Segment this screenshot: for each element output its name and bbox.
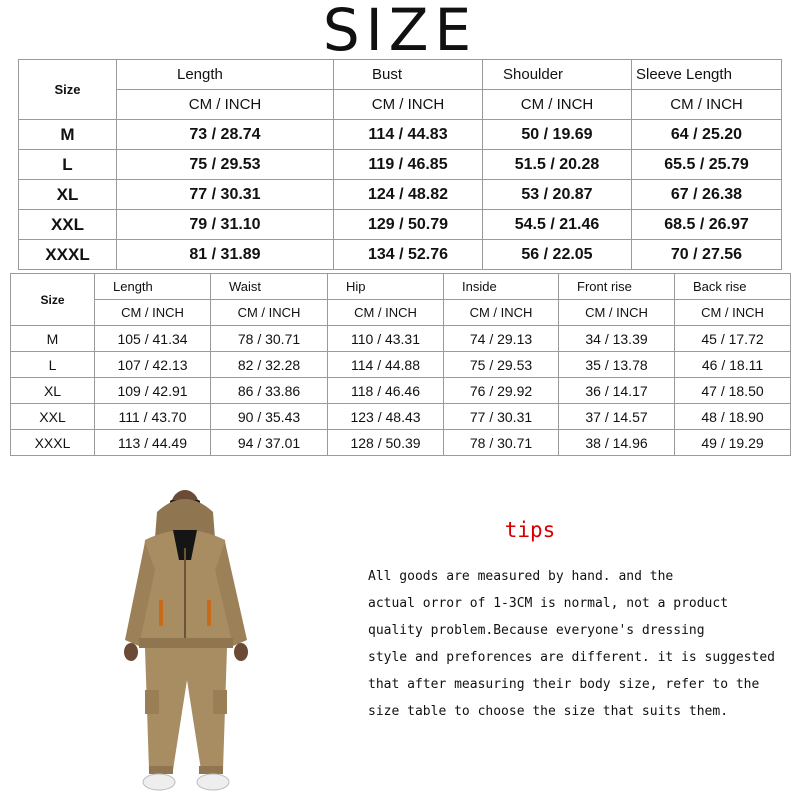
table-cell: 77 / 30.31 — [444, 404, 559, 430]
table-cell: 75 / 29.53 — [444, 352, 559, 378]
table-cell: 109 / 42.91 — [95, 378, 211, 404]
top-header-shoulder: Shoulder — [483, 60, 632, 90]
size-label: XXL — [11, 404, 95, 430]
tips-line: quality problem.Because everyone's dressing — [368, 623, 705, 638]
table-cell: 118 / 46.46 — [328, 378, 444, 404]
table-cell: 45 / 17.72 — [675, 326, 791, 352]
top-size-table — [18, 59, 782, 270]
table-cell: 38 / 14.96 — [559, 430, 675, 456]
table-cell: 34 / 13.39 — [559, 326, 675, 352]
bottom-unit: CM / INCH — [559, 300, 675, 326]
table-cell: 123 / 48.43 — [328, 404, 444, 430]
size-label: XXXL — [11, 430, 95, 456]
table-cell: 129 / 50.79 — [334, 210, 483, 240]
size-label: XL — [11, 378, 95, 404]
sneaker-left — [143, 774, 175, 790]
table-row — [11, 404, 791, 430]
top-header-length: Length — [117, 60, 334, 90]
bottom-table-corner: Size — [11, 274, 95, 326]
cuff-left — [149, 766, 173, 774]
cargo-pocket-left — [145, 690, 159, 714]
bottom-unit: CM / INCH — [211, 300, 328, 326]
top-table-unit-row — [19, 90, 782, 120]
bottom-size-table — [10, 273, 791, 456]
top-unit: CM / INCH — [632, 90, 782, 120]
table-cell: 119 / 46.85 — [334, 150, 483, 180]
model-right-hand — [234, 643, 248, 661]
table-row — [11, 352, 791, 378]
table-cell: 75 / 29.53 — [117, 150, 334, 180]
table-row — [19, 180, 782, 210]
table-cell: 37 / 14.57 — [559, 404, 675, 430]
table-cell: 94 / 37.01 — [211, 430, 328, 456]
tips-line: that after measuring their body size, refer to the — [368, 677, 760, 692]
tips-line: All goods are measured by hand. and the — [368, 569, 674, 584]
bottom-unit: CM / INCH — [675, 300, 791, 326]
table-cell: 47 / 18.50 — [675, 378, 791, 404]
size-label: L — [19, 150, 117, 180]
table-cell: 86 / 33.86 — [211, 378, 328, 404]
table-cell: 90 / 35.43 — [211, 404, 328, 430]
table-cell: 53 / 20.87 — [483, 180, 632, 210]
model-left-hand — [124, 643, 138, 661]
bottom-header-waist: Waist — [211, 274, 328, 300]
product-photo-tracksuit — [115, 490, 255, 795]
table-cell: 46 / 18.11 — [675, 352, 791, 378]
table-cell: 110 / 43.31 — [328, 326, 444, 352]
table-cell: 124 / 48.82 — [334, 180, 483, 210]
pocket-zip-left — [159, 600, 163, 626]
table-cell: 111 / 43.70 — [95, 404, 211, 430]
bottom-table-unit-row — [11, 300, 791, 326]
bottom-header-back-rise: Back rise — [675, 274, 791, 300]
table-cell: 70 / 27.56 — [632, 240, 782, 270]
table-cell: 81 / 31.89 — [117, 240, 334, 270]
bottom-header-inside: Inside — [444, 274, 559, 300]
top-table-header-row — [19, 60, 782, 90]
top-table-corner: Size — [19, 60, 117, 120]
cargo-pocket-right — [213, 690, 227, 714]
bottom-unit: CM / INCH — [328, 300, 444, 326]
tips-title: tips — [504, 518, 556, 542]
table-cell: 67 / 26.38 — [632, 180, 782, 210]
table-cell: 49 / 19.29 — [675, 430, 791, 456]
table-cell: 36 / 14.17 — [559, 378, 675, 404]
sneaker-right — [197, 774, 229, 790]
table-row — [11, 430, 791, 456]
page-title: SIZE — [322, 0, 478, 64]
bottom-unit: CM / INCH — [444, 300, 559, 326]
top-header-bust: Bust — [334, 60, 483, 90]
table-cell: 128 / 50.39 — [328, 430, 444, 456]
table-cell: 51.5 / 20.28 — [483, 150, 632, 180]
table-cell: 113 / 44.49 — [95, 430, 211, 456]
table-cell: 107 / 42.13 — [95, 352, 211, 378]
table-cell: 65.5 / 25.79 — [632, 150, 782, 180]
table-cell: 82 / 32.28 — [211, 352, 328, 378]
size-label: L — [11, 352, 95, 378]
table-cell: 54.5 / 21.46 — [483, 210, 632, 240]
table-cell: 105 / 41.34 — [95, 326, 211, 352]
table-row — [11, 326, 791, 352]
table-cell: 74 / 29.13 — [444, 326, 559, 352]
table-cell: 76 / 29.92 — [444, 378, 559, 404]
size-label: XXL — [19, 210, 117, 240]
top-unit: CM / INCH — [483, 90, 632, 120]
tips-line: size table to choose the size that suits them. — [368, 704, 729, 719]
size-label: XL — [19, 180, 117, 210]
table-cell: 79 / 31.10 — [117, 210, 334, 240]
size-label: M — [19, 120, 117, 150]
table-cell: 114 / 44.88 — [328, 352, 444, 378]
bottom-table-header-row — [11, 274, 791, 300]
top-unit: CM / INCH — [117, 90, 334, 120]
bottom-header-hip: Hip — [328, 274, 444, 300]
table-cell: 35 / 13.78 — [559, 352, 675, 378]
table-row — [19, 120, 782, 150]
table-row — [19, 150, 782, 180]
top-header-sleeve-length: Sleeve Length — [632, 60, 782, 90]
table-cell: 134 / 52.76 — [334, 240, 483, 270]
top-unit: CM / INCH — [334, 90, 483, 120]
size-label: M — [11, 326, 95, 352]
size-label: XXXL — [19, 240, 117, 270]
table-cell: 114 / 44.83 — [334, 120, 483, 150]
table-cell: 77 / 30.31 — [117, 180, 334, 210]
pocket-zip-right — [207, 600, 211, 626]
table-cell: 73 / 28.74 — [117, 120, 334, 150]
table-cell: 48 / 18.90 — [675, 404, 791, 430]
table-cell: 68.5 / 26.97 — [632, 210, 782, 240]
table-cell: 64 / 25.20 — [632, 120, 782, 150]
bottom-header-length: Length — [95, 274, 211, 300]
bottom-header-front-rise: Front rise — [559, 274, 675, 300]
table-cell: 78 / 30.71 — [444, 430, 559, 456]
table-row — [19, 210, 782, 240]
tips-line: style and preforences are different. it is suggested — [368, 650, 775, 665]
table-row — [19, 240, 782, 270]
table-cell: 56 / 22.05 — [483, 240, 632, 270]
cuff-right — [199, 766, 223, 774]
table-row — [11, 378, 791, 404]
table-cell: 78 / 30.71 — [211, 326, 328, 352]
bottom-unit: CM / INCH — [95, 300, 211, 326]
jacket-hem — [139, 638, 233, 648]
tips-line: actual orror of 1-3CM is normal, not a product — [368, 596, 729, 611]
table-cell: 50 / 19.69 — [483, 120, 632, 150]
